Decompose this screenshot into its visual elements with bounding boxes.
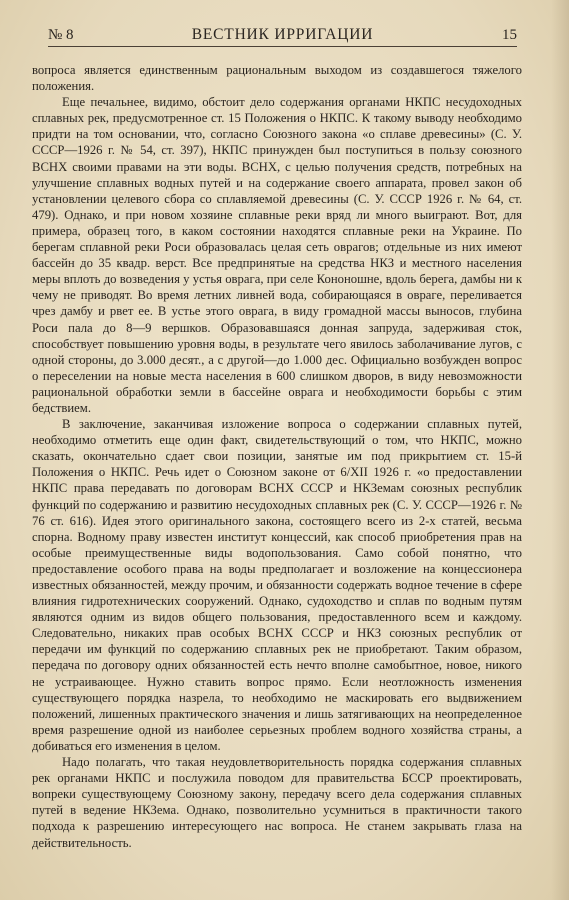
running-header	[48, 26, 517, 47]
paragraph-bssr: Надо полагать, что такая неудовлетворительность порядка содержания сплавных рек органами НКПС и послужила поводом для правительства БССР проектировать, вопреки существующему Союзному закону, передачу всего дела содержания сплавных путей в ведение НКЗема. Однако, позволительно усумниться в практичности такого подхода к разрешению интересующего нас вопроса. Не станем закрывать глаза на действительность.	[32, 755, 522, 850]
page-number: 15	[502, 27, 517, 43]
page-edge-shadow	[551, 0, 569, 900]
journal-title: ВЕСТНИК ИРРИГАЦИИ	[191, 26, 374, 43]
paragraph-nkps-rivers: Еще печальнее, видимо, обстоит дело содержания органами НКПС несудоходных сплавных рек, предусмотренное ст. 15 Положения о НКПС. К такому выводу необходимо придти на том основании, что, согласно Союзного закона «о сплаве древесины» (С. У. СССР—1926 г. № 54, ст. 397), НКПС принужден был поступиться в пользу союзного ВСНХ своими правами на эти воды. ВСНХ, с целью получения средств, потребных на улучшение сплавных водных путей и на содержание своего аппарата, провел закон об установлении целевого сбора со сплавляемой древесины (С. У. СССР 1926 г. № 64, ст. 479). Однако, и при новом хозяине сплавные реки вряд ли много выиграют. Вот, для примера, образец того, в каком состоянии находятся сплавные реки на Украине. По берегам сплавной реки Роси образовалась целая сеть оврагов; отдельные из них имеют бассейн до 35 квадр. верст. Все предпринятые на средства НКЗ и местного населения меры вплоть до возведения у устья оврага, при селе Кононошне, вдоль берега, дамбы ни к чему не приводят. Во время летних ливней вода, собирающаяся в овраге, переливается чрез дамбу и рвет ее. В устье этого оврага, в виду громадной массы выносов, глубина Роси пала до 8—9 вершков. Образовавшаяся донная запруда, задерживая сток, способствует повышению уровня воды, в результате чего явилось заболачивание лугов, с одной стороны, до 3.000 десят., а с другой—до 1.000 дес. Официально возбужден вопрос о переселении на новые места населения в 600 слишком дворов, в виду невозможности рациональной обработки земли в бассейне оврага и необходимости борьбы с этим бедствием.	[32, 95, 522, 415]
issue-number: № 8	[48, 27, 74, 43]
article-body	[32, 62, 522, 851]
paragraph-conclusion: В заключение, заканчивая изложение вопроса о содержании сплавных путей, необходимо отметить еще один факт, свидетельствующий о том, что НКПС, можно сказать, окончательно сдает свои позиции, занятые им под прикрытием ст. 15-й Положения о НКПС. Речь идет о Союзном законе от 6/XII 1926 г. «о предоставлении НКПС права передавать по договорам ВСНХ СССР и НКЗемам союзных республик функций по содержанию и развитию несудоходных сплавных рек (С. У. СССР—1926 г. № 76 ст. 616). Идея этого оригинального закона, состоящего всего из 2-х статей, весьма спорна. Водному праву известен институт концессий, как способ приобретения прав на особые преимущественные виды водопользования. Само собой понятно, что предоставление особого права на воды предполагает и возложение на концессионера известных обязанностей, между прочим, и обязанности содержать водное течение в сфере влияния гидротехнических сооружений. Однако, судоходство и сплав по водным путям являются одним из видов общего пользования, предоставленного всем и каждому. Следовательно, никаких прав особых ВСНХ СССР и НКЗ союзных республик от передачи им функций по содержанию сплавных рек не приобретают. Таким образом, передача по договору одних обязанностей есть нечто вполне самобытное, новое, никого не устраивающее. Нужно ставить вопрос прямо. Если неотложность изменения существующего порядка назрела, то необходимо не маскировать его выдвижением положений, лишенных практического значения и лишь затягивающих на неопределенное время разрешение одной из наиболее серьезных проблем водного хозяйства страны, а добиваться его изменения в целом.	[32, 417, 522, 753]
paragraph-continuation: вопроса является единственным рациональным выходом из создавшегося тяжелого положения.	[32, 63, 522, 94]
